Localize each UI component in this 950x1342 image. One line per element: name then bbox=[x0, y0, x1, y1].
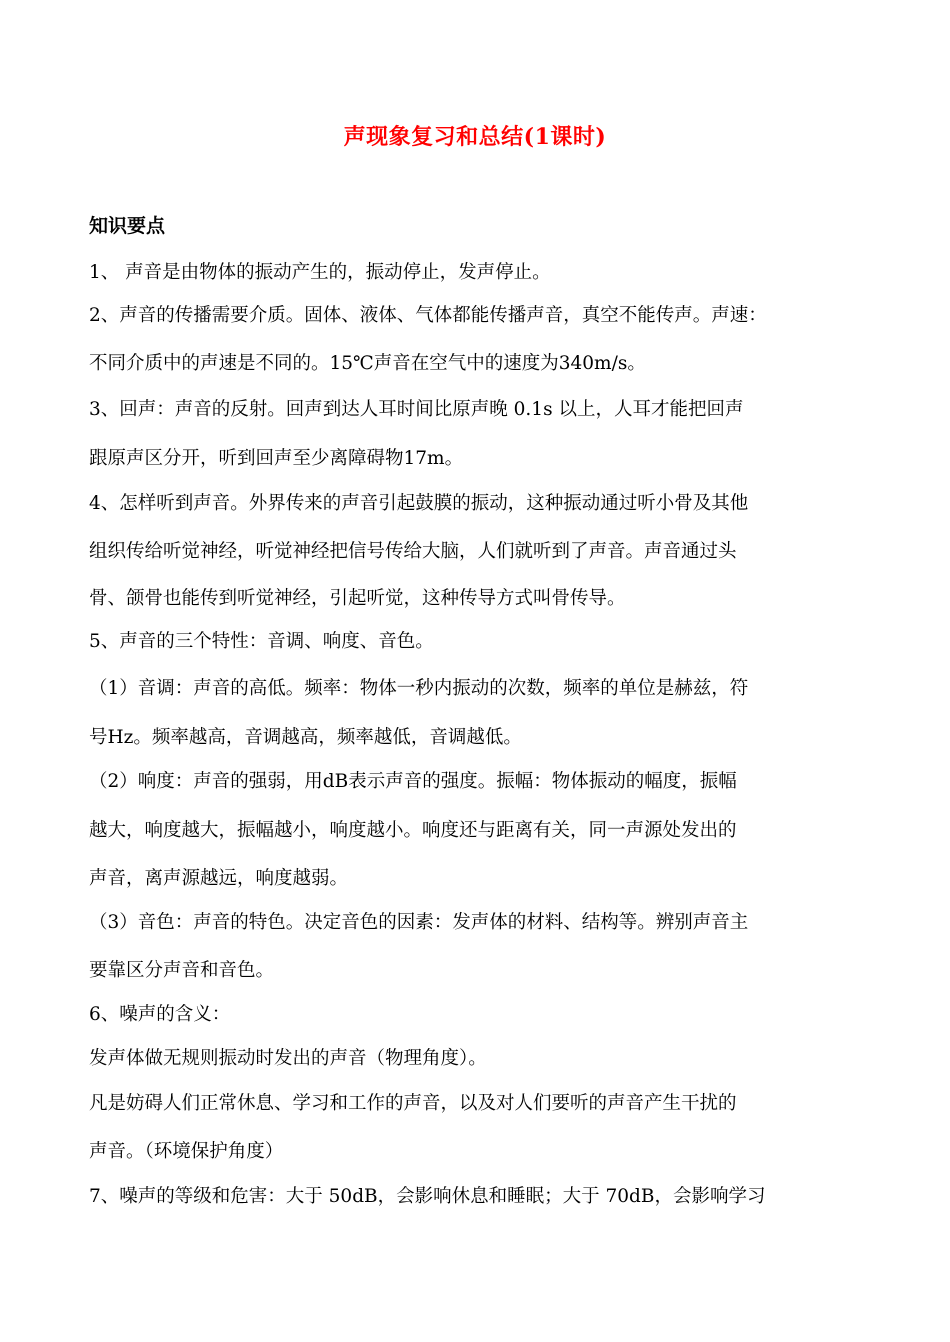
text-line: 不同介质中的声速是不同的。15℃声音在空气中的速度为340m/s。 bbox=[89, 353, 646, 374]
text-line: 凡是妨碍人们正常休息、学习和工作的声音，以及对人们要听的声音产生干扰的 bbox=[89, 1093, 737, 1114]
text-line: （3）音色：声音的特色。决定音色的因素：发声体的材料、结构等。辨别声音主 bbox=[89, 912, 749, 933]
text-line: 3、回声：声音的反射。回声到达人耳时间比原声晚 0.1s 以上，人耳才能把回声 bbox=[89, 399, 744, 420]
text-line: 骨、颌骨也能传到听觉神经，引起听觉，这种传导方式叫骨传导。 bbox=[89, 588, 626, 609]
text-line: 声音。（环境保护角度） bbox=[89, 1141, 284, 1162]
document-title: 声现象复习和总结(1课时) bbox=[343, 124, 607, 150]
text-line: （2）响度：声音的强弱，用dB表示声音的强度。振幅：物体振动的幅度，振幅 bbox=[89, 771, 737, 792]
text-line: 要靠区分声音和音色。 bbox=[89, 960, 275, 981]
text-line: 号Hz。频率越高，音调越高，频率越低，音调越低。 bbox=[89, 727, 522, 748]
text-line: 2、声音的传播需要介质。固体、液体、气体都能传播声音，真空不能传声。声速： bbox=[89, 305, 767, 326]
text-line: （1）音调：声音的高低。频率：物体一秒内振动的次数，频率的单位是赫兹，符 bbox=[89, 678, 749, 699]
text-line: 6、噪声的含义： bbox=[89, 1004, 231, 1025]
text-line: 发声体做无规则振动时发出的声音（物理角度）。 bbox=[89, 1048, 487, 1069]
text-line: 1、 声音是由物体的振动产生的，振动停止，发声停止。 bbox=[89, 262, 551, 283]
text-line: 越大，响度越大，振幅越小，响度越小。响度还与距离有关，同一声源处发出的 bbox=[89, 820, 737, 841]
text-line: 4、怎样听到声音。外界传来的声音引起鼓膜的振动，这种振动通过听小骨及其他 bbox=[89, 493, 749, 514]
text-line: 跟原声区分开，听到回声至少离障碍物17m。 bbox=[89, 448, 464, 469]
text-line: 7、噪声的等级和危害：大于 50dB，会影响休息和睡眠；大于 70dB，会影响学习 bbox=[89, 1186, 766, 1207]
text-line: 组织传给听觉神经，听觉神经把信号传给大脑，人们就听到了声音。声音通过头 bbox=[89, 541, 737, 562]
text-line: 声音，离声源越远，响度越弱。 bbox=[89, 868, 349, 889]
section-heading: 知识要点 bbox=[89, 215, 166, 237]
text-line: 5、声音的三个特性：音调、响度、音色。 bbox=[89, 631, 434, 652]
